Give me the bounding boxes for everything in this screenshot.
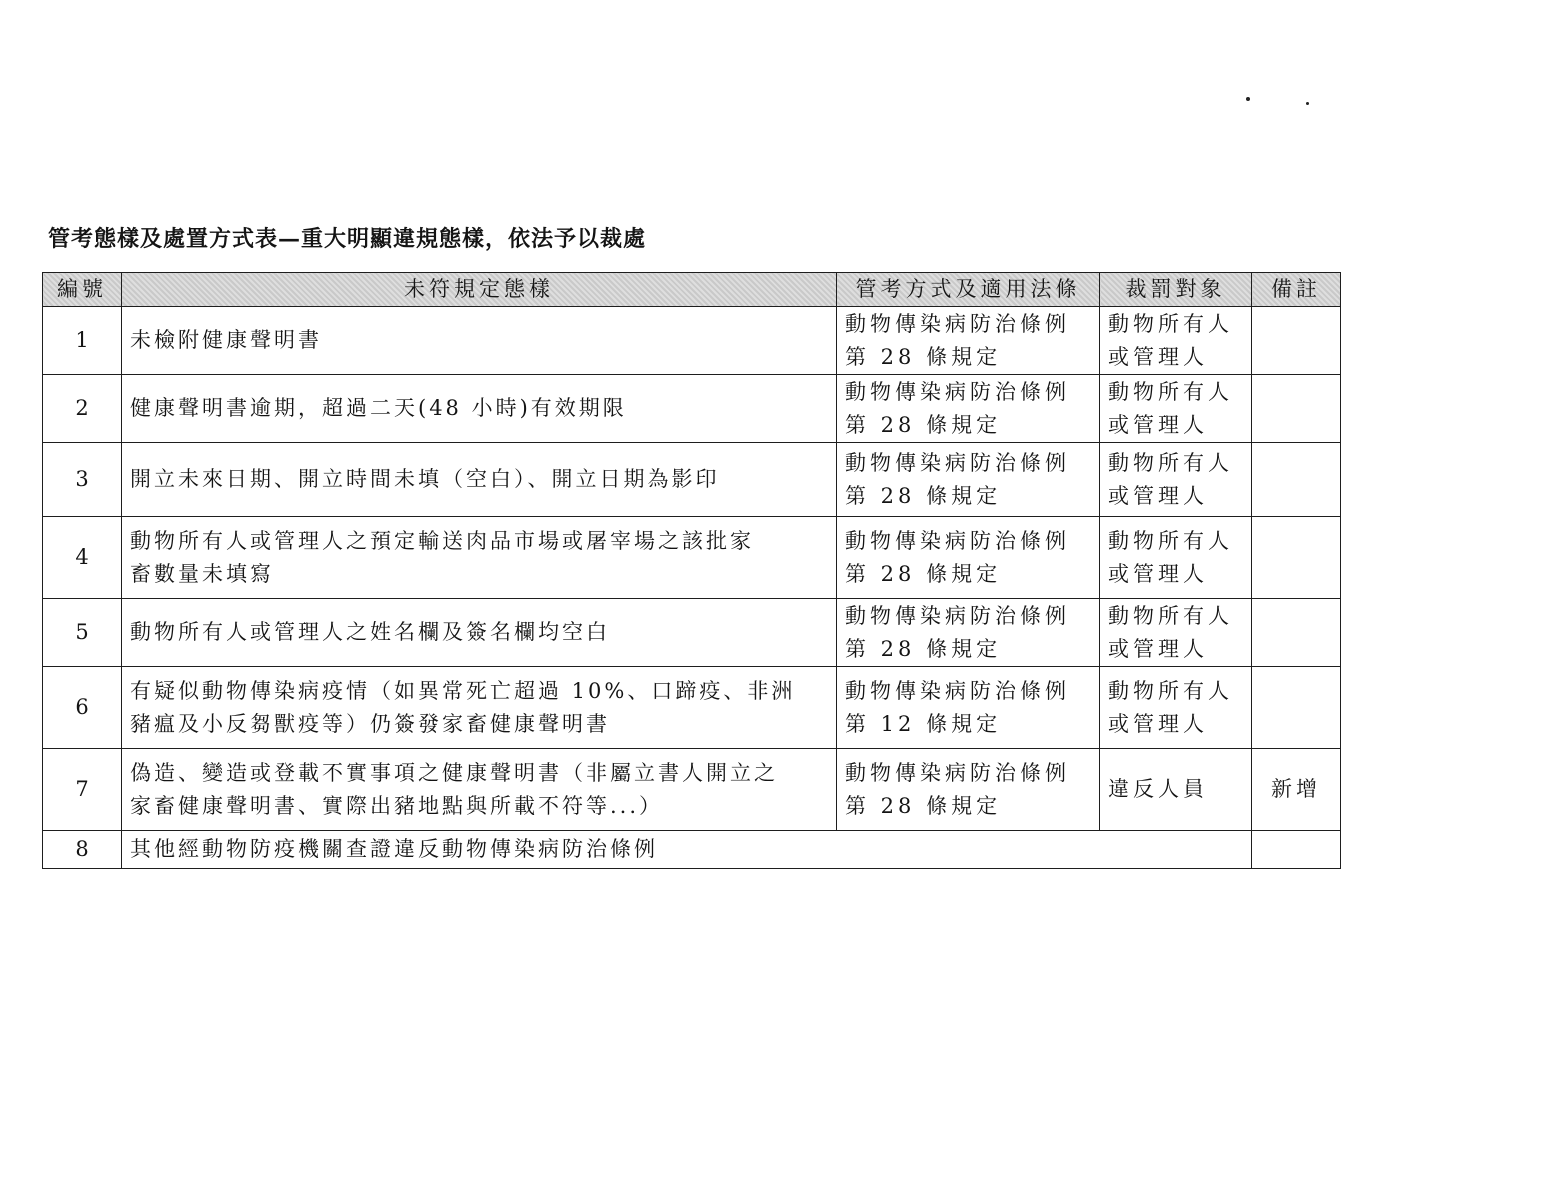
row-target bbox=[1100, 375, 1252, 443]
violation-line: 開立未來日期、開立時間未填（空白）、開立日期為影印 bbox=[130, 467, 720, 491]
target-line: 違反人員 bbox=[1108, 777, 1208, 801]
violation-line: 有疑似動物傳染病疫情（如異常死亡超過 10%、口蹄疫、非洲 bbox=[130, 678, 796, 703]
row-violation bbox=[122, 667, 837, 749]
table-row bbox=[43, 375, 1341, 443]
row-remarks bbox=[1252, 831, 1341, 869]
law-line: 第 12 條規定 bbox=[845, 711, 1002, 736]
law-line: 第 28 條規定 bbox=[845, 412, 1002, 437]
target-line: 動物所有人 bbox=[1108, 528, 1233, 553]
regulation-table bbox=[42, 272, 1341, 869]
header-method-law: 管考方式及適用法條 bbox=[837, 273, 1100, 307]
target-line: 動物所有人 bbox=[1108, 379, 1233, 404]
row-law bbox=[837, 307, 1100, 375]
header-target: 裁罰對象 bbox=[1100, 273, 1252, 307]
row-remarks bbox=[1252, 599, 1341, 667]
row-target bbox=[1100, 443, 1252, 517]
target-line: 或管理人 bbox=[1108, 344, 1208, 369]
violation-line: 豬瘟及小反芻獸疫等）仍簽發家畜健康聲明書 bbox=[130, 711, 610, 736]
table-row bbox=[43, 749, 1341, 831]
row-number: 3 bbox=[43, 443, 122, 517]
row-remarks bbox=[1252, 517, 1341, 599]
violation-line: 家畜健康聲明書、實際出豬地點與所載不符等...） bbox=[130, 793, 664, 818]
header-number: 編號 bbox=[43, 273, 122, 307]
row-violation bbox=[122, 599, 837, 667]
target-line: 或管理人 bbox=[1108, 636, 1208, 661]
law-line: 第 28 條規定 bbox=[845, 483, 1002, 508]
row-number: 4 bbox=[43, 517, 122, 599]
law-line: 動物傳染病防治條例 bbox=[845, 450, 1070, 475]
row-target bbox=[1100, 517, 1252, 599]
table-row bbox=[43, 517, 1341, 599]
row-remarks bbox=[1252, 307, 1341, 375]
row-law bbox=[837, 749, 1100, 831]
row-violation bbox=[122, 307, 837, 375]
row-remarks bbox=[1252, 667, 1341, 749]
table-row bbox=[43, 307, 1341, 375]
header-violation: 未符規定態樣 bbox=[122, 273, 837, 307]
row-remarks bbox=[1252, 443, 1341, 517]
violation-line: 動物所有人或管理人之預定輸送肉品市場或屠宰場之該批家 bbox=[130, 528, 754, 553]
row-target bbox=[1100, 749, 1252, 831]
target-line: 動物所有人 bbox=[1108, 311, 1233, 336]
row-remarks bbox=[1252, 375, 1341, 443]
row-remarks: 新增 bbox=[1252, 749, 1341, 831]
row-number: 2 bbox=[43, 375, 122, 443]
law-line: 第 28 條規定 bbox=[845, 344, 1002, 369]
law-line: 動物傳染病防治條例 bbox=[845, 528, 1070, 553]
row-violation bbox=[122, 831, 1252, 869]
law-line: 動物傳染病防治條例 bbox=[845, 678, 1070, 703]
law-line: 動物傳染病防治條例 bbox=[845, 760, 1070, 785]
law-line: 第 28 條規定 bbox=[845, 636, 1002, 661]
row-violation bbox=[122, 749, 837, 831]
law-line: 動物傳染病防治條例 bbox=[845, 379, 1070, 404]
table-row bbox=[43, 599, 1341, 667]
table-row bbox=[43, 831, 1341, 869]
table-header-row bbox=[43, 273, 1341, 307]
row-violation bbox=[122, 517, 837, 599]
document-title: 管考態樣及處置方式表—重大明顯違規態樣，依法予以裁處 bbox=[48, 226, 647, 252]
target-line: 或管理人 bbox=[1108, 561, 1208, 586]
row-number: 1 bbox=[43, 307, 122, 375]
law-line: 第 28 條規定 bbox=[845, 561, 1002, 586]
scan-speck bbox=[1306, 102, 1309, 105]
law-line: 動物傳染病防治條例 bbox=[845, 603, 1070, 628]
row-violation bbox=[122, 443, 837, 517]
target-line: 動物所有人 bbox=[1108, 450, 1233, 475]
violation-line: 動物所有人或管理人之姓名欄及簽名欄均空白 bbox=[130, 620, 610, 644]
row-number: 5 bbox=[43, 599, 122, 667]
table-row bbox=[43, 443, 1341, 517]
target-line: 動物所有人 bbox=[1108, 603, 1233, 628]
violation-line: 偽造、變造或登載不實事項之健康聲明書（非屬立書人開立之 bbox=[130, 760, 778, 785]
row-number: 8 bbox=[43, 831, 122, 869]
law-line: 第 28 條規定 bbox=[845, 793, 1002, 818]
table-row bbox=[43, 667, 1341, 749]
row-number: 7 bbox=[43, 749, 122, 831]
violation-line: 健康聲明書逾期，超過二天(48 小時)有效期限 bbox=[130, 396, 627, 420]
violation-line: 未檢附健康聲明書 bbox=[130, 328, 322, 352]
target-line: 或管理人 bbox=[1108, 711, 1208, 736]
law-line: 動物傳染病防治條例 bbox=[845, 311, 1070, 336]
target-line: 動物所有人 bbox=[1108, 678, 1233, 703]
row-law bbox=[837, 517, 1100, 599]
violation-line: 畜數量未填寫 bbox=[130, 561, 274, 586]
row-law bbox=[837, 443, 1100, 517]
scan-speck bbox=[1246, 97, 1250, 101]
row-law bbox=[837, 375, 1100, 443]
row-law bbox=[837, 599, 1100, 667]
row-violation bbox=[122, 375, 837, 443]
row-target bbox=[1100, 667, 1252, 749]
row-number: 6 bbox=[43, 667, 122, 749]
row-target bbox=[1100, 307, 1252, 375]
target-line: 或管理人 bbox=[1108, 483, 1208, 508]
row-target bbox=[1100, 599, 1252, 667]
violation-line: 其他經動物防疫機關查證違反動物傳染病防治條例 bbox=[130, 837, 658, 861]
row-law bbox=[837, 667, 1100, 749]
header-remarks: 備註 bbox=[1252, 273, 1341, 307]
target-line: 或管理人 bbox=[1108, 412, 1208, 437]
